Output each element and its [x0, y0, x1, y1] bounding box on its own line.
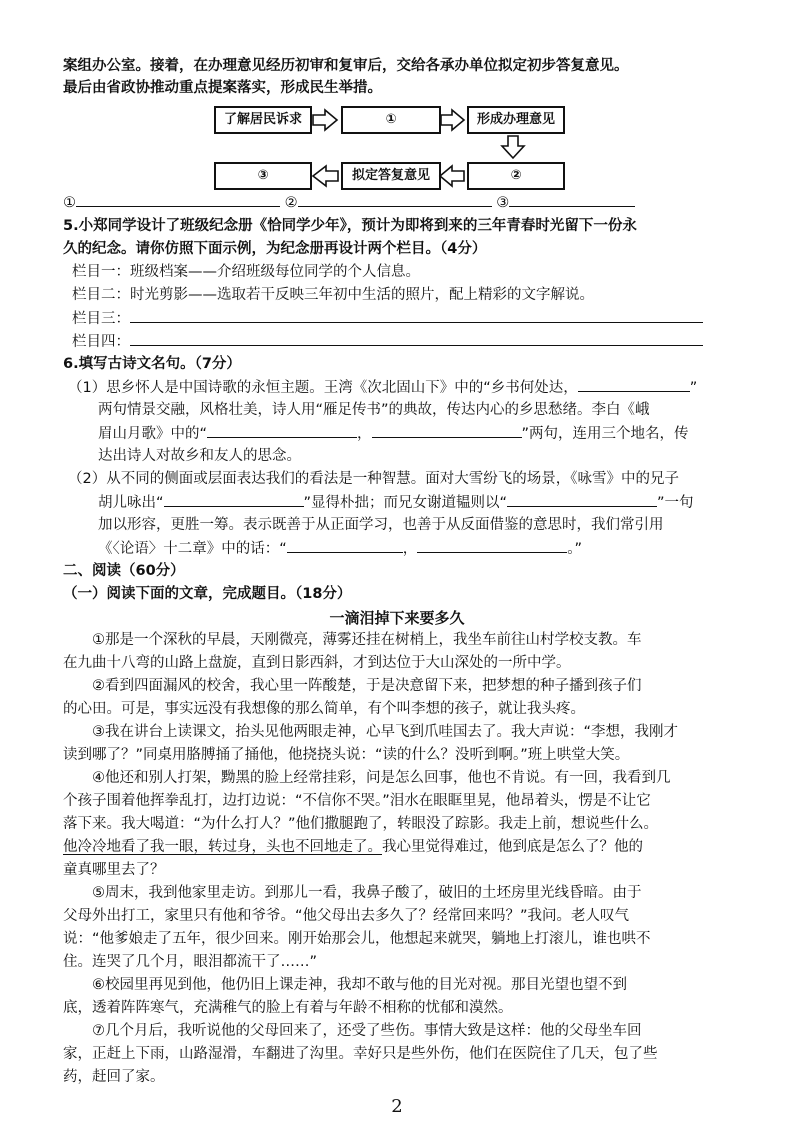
article-line: 住。连哭了几个月，眼泪都流干了……” [63, 954, 318, 970]
q5-column-1: 栏目一：班级档案——介绍班级每位同学的个人信息。 [72, 264, 420, 280]
q5-column-4-label: 栏目四： [72, 334, 130, 350]
q6-p1-text-c2: ， [357, 426, 372, 442]
answer-label-3: ③ [496, 195, 510, 211]
article-line: 说：“他爹娘走了五年，很少回来。刚开始那会儿，他想起来就哭，躺地上打滚儿，谁也哄不 [63, 931, 651, 947]
flow-box-understand: 了解居民诉求 [214, 106, 312, 134]
q5-column-3-blank[interactable] [130, 308, 703, 323]
article-line: 药，赶回了家。 [63, 1069, 165, 1085]
article-line: ④他还和别人打架，黝黑的脸上经常挂彩，问是怎么回事，他也不肯说。有一回，我看到几 [92, 770, 671, 786]
q5-column-3-label: 栏目三： [72, 311, 130, 327]
q6-p2-line-d [98, 538, 582, 559]
answer-label-1: ① [63, 195, 76, 211]
article-line: 的心田。可是，事实远没有我想像的那么简单，有个叫李想的孩子，就让我头疼。 [63, 701, 585, 717]
article-line: ②看到四面漏风的校舍，我心里一阵酸楚，于是决意留下来，把梦想的种子播到孩子们 [92, 678, 642, 694]
reading-section-heading: 二、阅读（60分） [63, 563, 185, 579]
q6-p1-text-c3: ”两句，连用三个地名，传 [521, 426, 689, 442]
q6-p1-text-c1: 眉山月歌》中的“ [98, 426, 208, 442]
q6-p1-line-b: 两句情景交融，风格壮美，诗人用“雁足传书”的典故，传达内心的乡思愁绪。李白《峨 [98, 402, 650, 418]
intro-line-2: 最后由省政协推动重点提案落实，形成民生举措。 [63, 80, 382, 96]
q6-p2-text-b3: ”一句 [657, 495, 694, 511]
article-line: ①那是一个深秋的早晨，天刚微亮，薄雾还挂在树梢上，我坐车前往山村学校支教。车 [92, 632, 642, 648]
article-line: 个孩子围着他挥拳乱打，边打边说：“不信你不哭。”泪水在眼眶里晃，他昂着头，愣是不让它 [63, 793, 651, 809]
q5-line-2: 久的纪念。请你仿照下面示例，为纪念册再设计两个栏目。（4分） [63, 241, 487, 257]
article-line: ⑦几个月后，我听说他的父母回来了，还受了些伤。事情大致是这样：他的父母坐车回 [92, 1023, 642, 1039]
q6-blank-3[interactable] [372, 423, 522, 438]
flow-arrows [0, 0, 794, 220]
article-line: ⑥校园里再见到他，他仍旧上课走神，我却不敢与他的目光对视。那目光望也望不到 [92, 977, 627, 993]
article-line: 在九曲十八弯的山路上盘旋，直到日影西斜，才到达位于大山深处的一所中学。 [63, 655, 571, 671]
answer-label-2: ② [284, 195, 298, 211]
q6-blank-4[interactable] [164, 492, 304, 507]
article-line: 父母外出打工，家里只有他和爷爷。“他父母出去多久了？经常回来吗？”我问。老人叹气 [63, 908, 630, 924]
intro-line-1: 案组办公室。接着，在办理意见经历初审和复审后，交给各承办单位拟定初步答复意见。 [63, 58, 629, 74]
answer-blank-3[interactable] [509, 192, 635, 207]
q6-p2-line-b [98, 492, 694, 513]
article-line: 读到哪了？”同桌用胳膊捅了捅他，他挠挠头说：“读的什么？没听到啊。”班上哄堂大笑。 [63, 747, 630, 763]
q6-p2-text-d1: 《〈论语〉十二章》中的话：“ [98, 541, 287, 557]
arrow-left-icon [313, 166, 464, 186]
answer-blank-1[interactable] [76, 192, 280, 207]
article-line: 底，透着阵阵寒气，充满稚气的脸上有着与年龄不相称的忧郁和漠然。 [63, 1000, 513, 1016]
flow-box-2: ② [467, 162, 565, 190]
q5-column-4-row [72, 331, 703, 352]
article-line: 落下来。我大喝道：“为什么打人？”他们撒腿跑了，转眼没了踪影。我走上前，想说些什么。 [63, 816, 659, 832]
q6-p1-line-d: 达出诗人对故乡和友人的思念。 [98, 448, 301, 464]
q6-p2-line-c: 加以形容，更胜一筹。表示既善于从正面学习，也善于从反面借鉴的意思时，我们常引用 [98, 517, 664, 533]
article-line-tail: 我心里觉得难过，他到底是怎么了？他的 [382, 839, 643, 855]
reading-sub-heading: （一）阅读下面的文章，完成题目。（18分） [63, 586, 352, 602]
q5-line-1: 5.小郑同学设计了班级纪念册《恰同学少年》，预计为即将到来的三年青春时光留下一份永 [63, 218, 637, 234]
underlined-sentence: 他冷冷地看了我一眼，转过身，头也不回地走了。 [63, 839, 382, 855]
article-line-underlined [63, 837, 643, 857]
arrow-right-icon [313, 110, 464, 130]
flow-box-form: 形成办理意见 [467, 106, 565, 134]
q5-column-2: 栏目二：时光剪影——选取若干反映三年初中生活的照片，配上精彩的文字解说。 [72, 287, 594, 303]
q6-blank-6[interactable] [287, 538, 403, 553]
q6-p2-text-b1: 胡儿咏出“ [98, 495, 164, 511]
flow-box-reply: 拟定答复意见 [341, 162, 441, 190]
q6-blank-5[interactable] [507, 492, 657, 507]
flow-box-3: ③ [214, 162, 312, 190]
article-title: 一滴泪掉下来要多久 [329, 609, 465, 627]
article-line: ③我在讲台上读课文，抬头见他两眼走神，心早飞到爪哇国去了。我大声说：“李想，我刚才 [92, 724, 679, 740]
q6-blank-1[interactable] [578, 377, 690, 392]
page-number: 2 [391, 1096, 403, 1117]
q6-blank-7[interactable] [417, 538, 567, 553]
article-line: ⑤周末，我到他家里走访。到那儿一看，我鼻子酸了，破旧的土坯房里光线昏暗。由于 [92, 885, 642, 901]
flow-box-1: ① [341, 106, 441, 134]
answer-blank-2[interactable] [298, 192, 492, 207]
q6-p2-text-d2: ， [402, 541, 418, 557]
q6-p2-line-a: （2）从不同的侧面或层面表达我们的看法是一种智慧。面对大雪纷飞的场景，《咏雪》中的兄子 [68, 471, 679, 487]
q6-p1-line-a [68, 377, 697, 398]
q6-title: 6.填写古诗文名句。（7分） [63, 356, 241, 372]
q6-p2-text-d3: 。” [567, 541, 583, 557]
q6-blank-2[interactable] [207, 423, 357, 438]
answer-row [63, 192, 635, 213]
q5-column-3-row [72, 308, 703, 329]
q5-column-4-blank[interactable] [130, 331, 703, 346]
arrow-down-icon [502, 136, 524, 158]
q6-p2-text-b2: ”显得朴拙；而兄女谢道韫则以“ [303, 495, 508, 511]
q6-p1-line-c [98, 423, 689, 444]
q6-p1-text-a: （1）思乡怀人是中国诗歌的永恒主题。王湾《次北固山下》中的“乡书何处达， [68, 380, 578, 396]
article-line: 童真哪里去了？ [63, 862, 165, 878]
article-line: 家，正赶上下雨，山路湿滑，车翻进了沟里。幸好只是些外伤，他们在医院住了几天，包了些 [63, 1046, 658, 1062]
q6-p1-quote-end: ” [689, 380, 698, 396]
